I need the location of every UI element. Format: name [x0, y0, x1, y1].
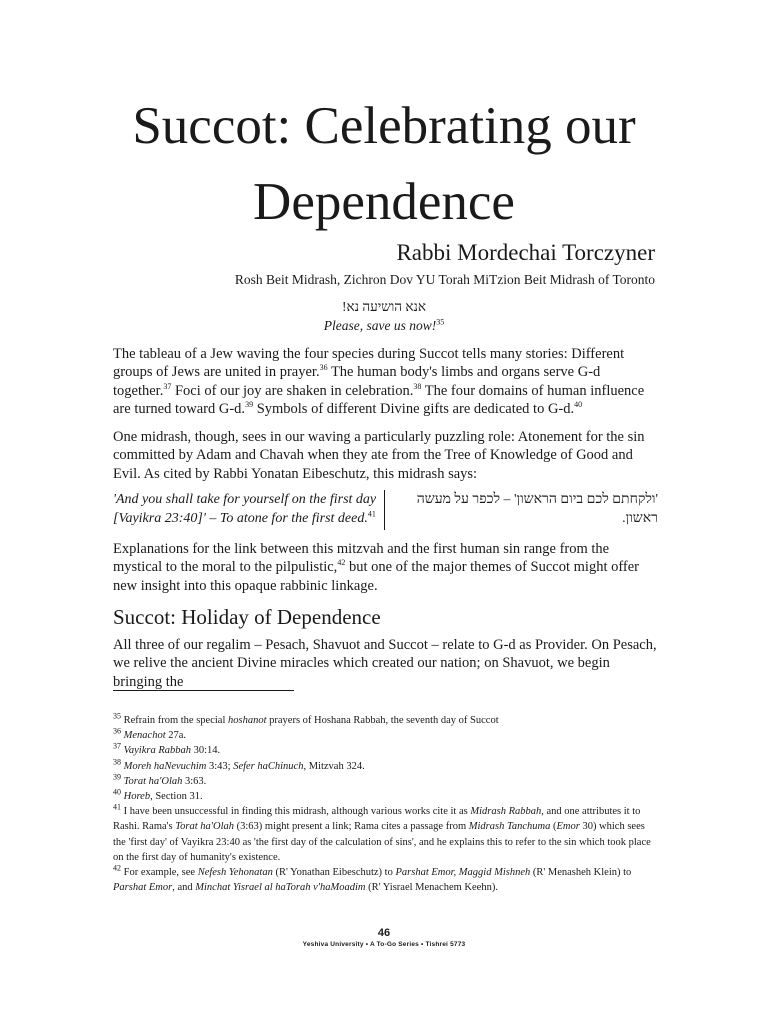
footnote-38: $^{38}$ Moreh haNevuchim 3:43; Sefer haChinuch, Mitzvah 324. — [113, 757, 365, 772]
footnote-35: $^{35}$ Refrain from the special hoshanot prayers of Hoshana Rabbah, the seventh day of Succot — [113, 711, 499, 726]
footnote-ref: 42 — [337, 558, 346, 568]
section-heading: Succot: Holiday of Dependence — [113, 605, 381, 629]
author-affiliation: Rosh Beit Midrash, Zichron Dov YU Torah MiTzion Beit Midrash of Toronto — [234, 272, 655, 287]
footnote-ref: 38 — [413, 381, 422, 391]
footnote-rule — [113, 690, 294, 691]
paragraph-explanations: Explanations for the link between this mitzvah and the first human sin range from the mystical to the moral to the pilpulistic,$^{42}$ but one of the major themes of Succot might offer new insight into this opaque rabbinic linkage. — [113, 541, 640, 594]
footnote-ref: 35 — [436, 317, 445, 327]
footnote-ref: 37 — [163, 381, 172, 391]
page-number: 46 — [377, 927, 391, 939]
footnote-36: $^{36}$ Menachot 27a. — [113, 726, 187, 742]
footnote-40: $^{40}$ Horeb, Section 31. — [113, 787, 203, 803]
footnote-ref: 41 — [367, 509, 376, 519]
footnote-ref: 40 — [574, 400, 583, 410]
paragraph-midrash: One midrash, though, sees in our waving a particularly puzzling role: Atonement for the sin committed by Adam and Chavah when they ate from the Tree of Knowledge of Good and Evil. As cited by Rabbi Yonatan Eibeschutz, this midrash says: — [113, 429, 645, 482]
author-name: Rabbi Mordechai Torczyner — [396, 240, 655, 265]
midrash-citation — [113, 488, 658, 532]
page-title: Succot: Celebrating our Dependence — [132, 97, 636, 231]
page-footer: Yeshiva University • A To-Go Series • Tishrei 5773 — [302, 941, 466, 948]
citation-english: 'And you shall take for yourself on the first day [Vayikra 23:40]' – To atone for the first deed.$^{41}$ — [113, 492, 377, 526]
paragraph-regalim: All three of our regalim – Pesach, Shavuot and Succot – relate to G-d as Provider. On Pesach, we relive the ancient Divine miracles which created our nation; on Shavuot, we begin bringing the — [113, 637, 657, 690]
footnote-42: $^{42}$ For example, see Nefesh Yehonatan (R' Yonathan Eibeschutz) to Parshat Emor, Maggid Mishneh (R' Menasheh Klein) to Parshat Emor, and Minchat Yisrael al haTorah v'haMoadim (R' Yisrael Menachem Keehn). — [113, 863, 632, 894]
epigraph-english: Please, save us now!$^{35}$ — [323, 317, 445, 333]
footnotes — [113, 713, 658, 895]
footnote-ref: 39 — [245, 400, 254, 410]
epigraph-hebrew: אנא הושיעה נא! — [341, 299, 427, 314]
citation-divider — [384, 490, 385, 530]
footnote-41: $^{41}$ I have been unsuccessful in finding this midrash, although various works cite it as Midrash Rabbah, and one attributes it to Rashi. Rama's Torat ha'Olah (3:63) might present a link; Rama cites a passage from Midrash Tanchuma (Emor 30) which sees the 'first day' of Vayikra 23:40 as 'the first day of the calculation of sins', and he explains this to refer to the sin which took place on the first day of humanity's existence. — [113, 802, 651, 863]
footnote-ref: 36 — [319, 363, 328, 373]
footnote-39: $^{39}$ Torat ha'Olah 3:63. — [113, 772, 207, 787]
citation-hebrew: 'ולקחתם לכם ביום הראשון' – לכפר על מעשה ראשון. — [416, 492, 658, 526]
paragraph-four-species: The tableau of a Jew waving the four species during Succot tells many stories: Different groups of Jews are united in prayer.$^{36}$ The human body's limbs and organs serve G-d together.$^{37}$ Foci of our joy are shaken in celebration.$^{38}$ The four domains of human influence are turned toward G-d.$^{39}$ Symbols of different Divine gifts are dedicated to G-d.$^{40}$ — [113, 346, 645, 417]
footnote-37: $^{37}$ Vayikra Rabbah 30:14. — [113, 741, 221, 757]
